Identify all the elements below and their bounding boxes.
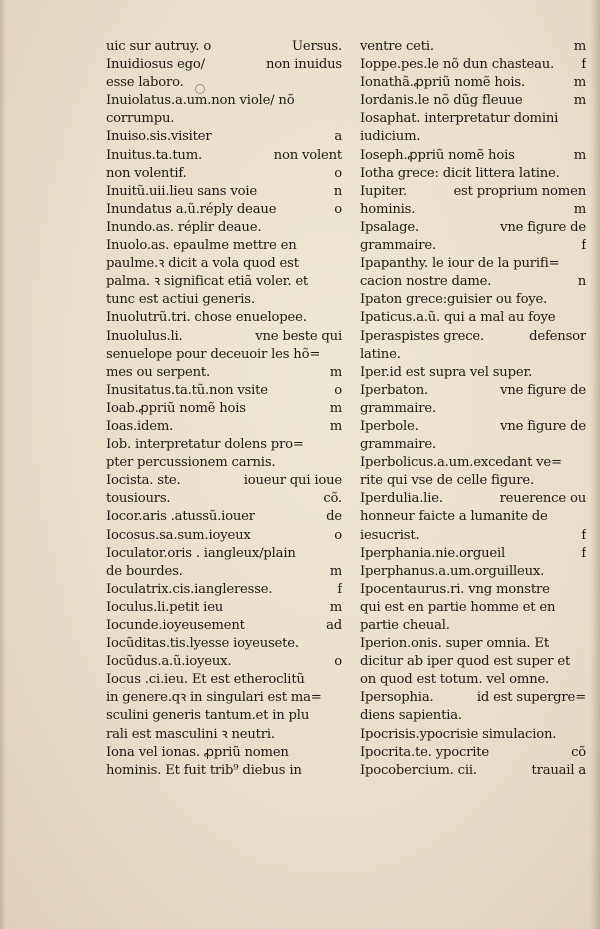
left-column-line (106, 635, 342, 653)
left-column-line-text: Inuolo.as. epaulme mettre en (106, 238, 297, 254)
right-column-line-text: Iperbaton. (360, 382, 428, 398)
right-column-line-text: Ipocrita.te. ypocrite (360, 744, 489, 760)
right-column-line (360, 726, 586, 744)
left-column-line-gloss: non inuidus (265, 57, 342, 73)
right-column-line (360, 128, 586, 146)
right-column-line-gloss: f (581, 545, 586, 561)
left-column-line-gloss: o (334, 654, 342, 670)
right-column-line (360, 382, 586, 400)
left-column-line-text: esse laboro. (106, 75, 184, 91)
left-column-line-text: Iocunde.ioyeusement (106, 618, 245, 633)
left-column-line-gloss: Uersus. (291, 39, 342, 54)
left-column-line-text: non volentif. (106, 165, 187, 181)
right-column-line (360, 92, 586, 110)
right-column-line-gloss: trauail a (531, 762, 586, 778)
right-column-line-text: qui est en partie homme et en (360, 599, 556, 615)
right-column-line-text: Ipocrisis.ypocrisie simulacion. (360, 726, 557, 742)
left-column-line-text: Inusitatus.ta.tũ.non vsite (106, 382, 268, 398)
right-column-line-text: Ioseph.ꝓpriũ nomẽ hois (360, 147, 515, 163)
left-column-line (106, 201, 342, 219)
right-column-line-text: Iperdulia.lie. (360, 491, 443, 507)
right-column-line (360, 400, 586, 418)
right-column-line (360, 436, 586, 454)
left-column-line (106, 527, 342, 545)
right-column-line (360, 56, 586, 74)
left-column-line (106, 110, 342, 128)
right-column-line (360, 762, 586, 780)
right-column-line-text: Iperphania.nie.orgueil (360, 545, 506, 561)
left-column-line-text: Ioculus.li.petit ieu (106, 599, 224, 615)
right-column-line-text: Iosaphat. interpretatur domini (360, 111, 559, 127)
right-column-line-text: Ionathã.ꝓpriũ nomẽ hois. (360, 75, 525, 91)
left-column-line-text: Ioculatrix.cis.iangleresse. (106, 581, 273, 597)
left-column-line (106, 490, 342, 508)
right-column-line-gloss: vne figure de (500, 418, 586, 434)
left-column-line (106, 726, 342, 744)
right-column-line-text: Ipocobercium. cii. (360, 762, 477, 778)
left-column-line (106, 92, 342, 110)
right-column-line (360, 527, 586, 545)
left-column-line-gloss: o (334, 201, 342, 217)
page-left-edge (0, 0, 6, 929)
right-column-line (360, 653, 586, 671)
left-column-line (106, 219, 342, 237)
right-column-line (360, 309, 586, 327)
right-column-line-text: iesucrist. (360, 527, 420, 543)
right-column-line-text: ventre ceti. (360, 39, 434, 54)
right-column-line-text: hominis. (360, 201, 416, 217)
left-column-line-gloss: m (329, 599, 342, 615)
right-column-line-gloss: f (581, 238, 586, 254)
left-column-line-gloss: o (334, 165, 342, 181)
right-column-line (360, 689, 586, 707)
right-column-line (360, 599, 586, 617)
right-column-line-gloss: m (573, 201, 586, 217)
right-column-line-text: diens sapientia. (360, 708, 462, 724)
right-column-line (360, 165, 586, 183)
left-column-line (106, 617, 342, 635)
right-column-line (360, 201, 586, 219)
left-column-line (106, 545, 342, 563)
left-column-line-text: Inuolulus.li. (106, 328, 183, 344)
right-column-line (360, 563, 586, 581)
right-column-line-text: Ipsalage. (360, 219, 419, 235)
left-column-line-text: Inuiolatus.a.um.non viole/ nõ (106, 93, 295, 109)
right-column-line (360, 490, 586, 508)
left-column-line (106, 671, 342, 689)
right-column-line (360, 472, 586, 490)
right-column-line-gloss: m (573, 93, 586, 109)
right-column-line-gloss: m (573, 75, 586, 91)
left-column-line-text: Iona vel ionas. ꝓpriũ nomen (106, 744, 289, 760)
left-column-line-gloss: vne beste qui (255, 328, 342, 344)
left-column-line (106, 581, 342, 599)
left-column-line-text: Ioas.idem. (106, 418, 174, 434)
left-column-line-text: Iocor.aris .atussũ.iouer (106, 509, 255, 525)
right-column-line-text: Iperion.onis. super omnia. Et (360, 636, 549, 652)
left-column-line (106, 38, 342, 56)
left-column-line-text: Inundo.as. réplir deaue. (106, 219, 262, 235)
left-column-line (106, 328, 342, 346)
left-column-line-text: Inuitus.ta.tum. (106, 147, 203, 163)
left-column-line-text: Inuidiosus ego/ (106, 57, 205, 73)
right-column-line (360, 418, 586, 436)
right-column-line-text: Ipersophia. (360, 690, 434, 706)
right-column-line (360, 707, 586, 725)
right-column-line-text: Ioppe.pes.le nõ dun chasteau. (360, 57, 555, 73)
right-column-line (360, 110, 586, 128)
right-column-line-text: cacion nostre dame. (360, 274, 492, 290)
right-column-line-text: Iupiter. (360, 183, 407, 199)
right-column-line-gloss: cõ (571, 744, 586, 760)
left-column-line-text: corrumpu. (106, 111, 175, 127)
right-column-line-text: grammaire. (360, 400, 436, 416)
left-column-line-text: paulme.ꝛ dicit a vola quod est (106, 256, 299, 272)
left-column-line-text: Inundatus a.ũ.réply deaue (106, 201, 277, 217)
left-column-line-text: tousiours. (106, 491, 171, 507)
left-column-line (106, 128, 342, 146)
right-column-line (360, 328, 586, 346)
left-column-line (106, 508, 342, 526)
left-column-line-text: rali est masculini ꝛ neutri. (106, 726, 275, 742)
left-column-line-text: in genere.qꝛ in singulari est ma= (106, 690, 322, 706)
left-column (106, 38, 342, 780)
right-column-line-gloss: n (577, 274, 586, 290)
right-column-line-text: Iotha grece: dicit littera latine. (360, 165, 560, 181)
left-column-line-text: Inuitũ.uii.lieu sans voie (106, 183, 257, 199)
left-column-line (106, 56, 342, 74)
left-column-line-text: tunc est actiui generis. (106, 292, 255, 308)
right-column-line (360, 346, 586, 364)
left-column-line-text: hominis. Et fuit trib⁹ diebus in (106, 762, 302, 778)
right-column-line (360, 364, 586, 382)
right-column-line-text: honneur faicte a lumanite de (360, 509, 548, 525)
right-column-line-text: Ipapanthy. le iour de la purifi= (360, 256, 560, 272)
right-column-line-text: dicitur ab iper quod est super et (360, 654, 571, 670)
left-column-line (106, 689, 342, 707)
right-column-line-text: Ipocentaurus.ri. vng monstre (360, 581, 550, 597)
right-column-line-text: Iperphanus.a.um.orguilleux. (360, 563, 545, 579)
right-column-line-text: Iordanis.le nõ dũg fleuue (360, 93, 523, 109)
left-column-line (106, 147, 342, 165)
left-column-line (106, 707, 342, 725)
right-column-line-gloss: id est supergre= (476, 690, 586, 706)
page-right-edge (590, 0, 600, 929)
right-column-line (360, 671, 586, 689)
right-column-line-text: iudicium. (360, 129, 421, 145)
right-column-line (360, 183, 586, 201)
right-column-line-gloss: f (581, 527, 586, 543)
left-column-line (106, 762, 342, 780)
left-column-line-text: Iob. interpretatur dolens pro= (106, 437, 304, 453)
right-column-line (360, 744, 586, 762)
left-column-line-gloss: ioueur qui ioue (243, 473, 342, 489)
right-column-line (360, 635, 586, 653)
left-column-line (106, 418, 342, 436)
left-column-line (106, 237, 342, 255)
left-column-line (106, 563, 342, 581)
left-column-line-gloss: de (326, 509, 342, 525)
left-column-line (106, 382, 342, 400)
right-column-line-gloss: vne figure de (500, 219, 586, 235)
left-column-line-gloss: n (333, 183, 342, 199)
right-column-line-text: rite qui vse de celle figure. (360, 473, 534, 489)
right-column-line-gloss: defensor (529, 328, 586, 344)
left-column-line-text: Inuiso.sis.visiter (106, 129, 212, 145)
right-column-line-text: Ipaton grece:guisier ou foye. (360, 292, 548, 308)
right-column-line-gloss: m (573, 39, 586, 54)
left-column-line (106, 183, 342, 201)
right-column-line (360, 255, 586, 273)
right-column-line (360, 617, 586, 635)
left-column-line (106, 436, 342, 454)
right-column (360, 38, 586, 780)
left-column-line-gloss: o (334, 527, 342, 543)
left-column-line (106, 255, 342, 273)
right-column-line-text: grammaire. (360, 238, 436, 254)
left-column-line-gloss: o (334, 382, 342, 398)
right-column-line (360, 545, 586, 563)
left-column-line-text: Iocista. ste. (106, 473, 181, 489)
left-column-line (106, 599, 342, 617)
left-column-line (106, 472, 342, 490)
right-column-line-gloss: m (573, 147, 586, 163)
left-column-line-text: palma. ꝛ significat etiã voler. et (106, 274, 309, 290)
left-column-line-gloss: a (334, 129, 342, 145)
right-column-line (360, 38, 586, 56)
left-column-line-text: Ioab.ꝓpriũ nomẽ hois (106, 400, 246, 416)
left-column-line-gloss: f (337, 581, 342, 597)
right-column-line-text: Iperbolicus.a.um.excedant ve= (360, 455, 562, 471)
left-column-line (106, 400, 342, 418)
right-column-line (360, 219, 586, 237)
left-column-line (106, 273, 342, 291)
left-column-line-text: sculini generis tantum.et in plu (106, 708, 310, 724)
left-column-line (106, 454, 342, 472)
left-column-line-gloss: m (329, 563, 342, 579)
left-column-line (106, 309, 342, 327)
left-column-line-text: Iocus .ci.ieu. Et est etheroclitũ (106, 672, 305, 688)
left-column-line (106, 346, 342, 364)
left-column-line (106, 165, 342, 183)
left-column-line-text: Iocosus.sa.sum.ioyeux (106, 527, 251, 543)
right-column-line-text: Iperaspistes grece. (360, 328, 485, 344)
left-column-line (106, 74, 342, 92)
right-column-line-text: partie cheual. (360, 618, 450, 633)
right-column-line-text: Ipaticus.a.ũ. qui a mal au foye (360, 310, 556, 326)
right-column-line (360, 581, 586, 599)
left-column-line-text: mes ou serpent. (106, 364, 211, 380)
right-column-line (360, 508, 586, 526)
left-column-line-text: pter percussionem carnis. (106, 455, 276, 471)
right-column-line-gloss: est proprium nomen (453, 183, 586, 199)
right-column-line-text: Iper.id est supra vel super. (360, 364, 533, 380)
left-column-line (106, 744, 342, 762)
left-column-line-gloss: cõ. (323, 491, 342, 507)
right-column-line-text: on quod est totum. vel omne. (360, 672, 550, 688)
left-column-line-text: Inuolutrũ.tri. chose enuelopee. (106, 310, 307, 326)
right-column-line (360, 291, 586, 309)
right-column-line-gloss: vne figure de (500, 382, 586, 398)
left-column-line-text: Ioculator.oris . iangleux/plain (106, 545, 296, 561)
left-column-line (106, 653, 342, 671)
right-column-line-gloss: f (581, 57, 586, 73)
left-column-line-gloss: m (329, 364, 342, 380)
right-column-line-text: latine. (360, 346, 401, 362)
left-column-line-text: senuelope pour deceuoir les hõ= (106, 346, 321, 362)
right-column-line (360, 273, 586, 291)
left-column-line-gloss: m (329, 400, 342, 416)
right-column-line-text: grammaire. (360, 437, 436, 453)
left-column-line-text: Iocũditas.tis.lyesse ioyeusete. (106, 636, 299, 652)
left-column-line (106, 291, 342, 309)
right-column-line (360, 147, 586, 165)
right-column-line-gloss: reuerence ou (499, 491, 586, 507)
left-column-line (106, 364, 342, 382)
left-column-line-text: de bourdes. (106, 563, 183, 579)
right-column-line (360, 237, 586, 255)
right-column-line-text: Iperbole. (360, 418, 419, 434)
left-column-line-text: uic sur autruy. o (106, 39, 212, 54)
right-column-line (360, 74, 586, 92)
left-column-line-text: Iocũdus.a.ũ.ioyeux. (106, 654, 232, 670)
right-column-line (360, 454, 586, 472)
left-column-line-gloss: m (329, 418, 342, 434)
left-column-line-gloss: ad (326, 618, 342, 633)
left-column-line-gloss: non volent (273, 147, 342, 163)
